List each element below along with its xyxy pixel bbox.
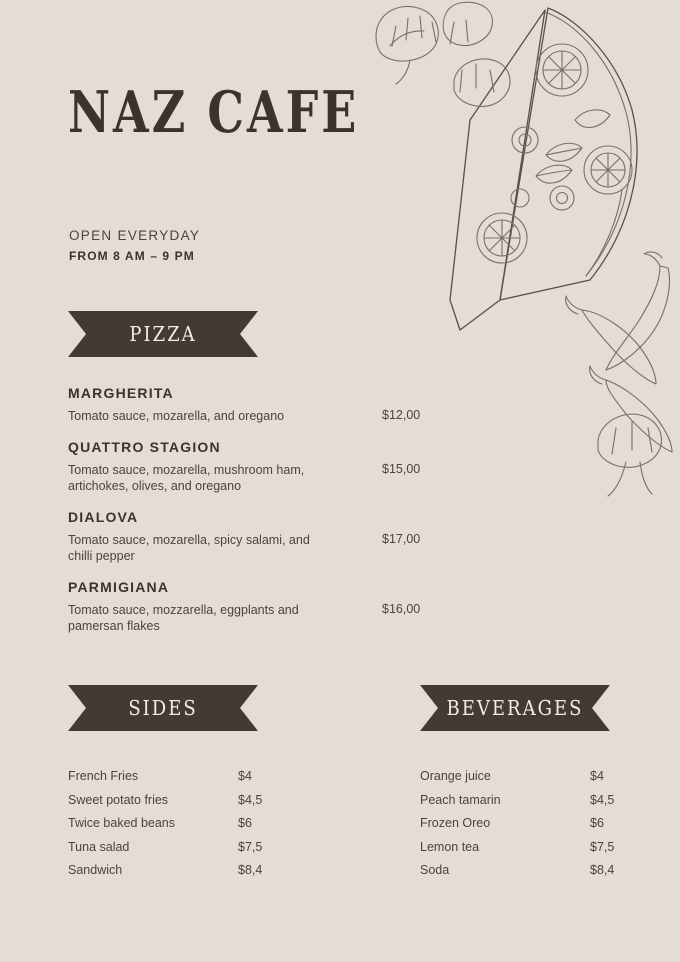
menu-item-price: $12,00 xyxy=(382,408,421,422)
list-item xyxy=(420,769,680,783)
section-title-beverages: BEVERAGES xyxy=(446,695,584,721)
list-item-price: $4 xyxy=(590,769,604,783)
opening-hours-days: OPEN EVERYDAY xyxy=(69,228,201,243)
list-item xyxy=(420,840,680,854)
list-item-price: $6 xyxy=(590,816,604,830)
menu-item-description: Tomato sauce, mozarella, and oregano xyxy=(68,409,285,423)
section-banner-pizza xyxy=(68,311,258,357)
list-item-price: $6 xyxy=(238,816,252,830)
menu-item-name: QUATTRO STAGION xyxy=(68,438,221,455)
list-item xyxy=(68,816,348,830)
section-banner-beverages xyxy=(420,685,610,731)
list-item xyxy=(420,793,680,807)
list-item xyxy=(68,769,348,783)
menu-item-price: $15,00 xyxy=(382,461,421,476)
page-title: NAZ CAFE xyxy=(68,78,360,146)
list-item-price: $7,5 xyxy=(238,839,263,854)
list-item xyxy=(420,816,680,830)
pizza-menu-list xyxy=(68,385,428,649)
menu-item-name: DIALOVA xyxy=(68,508,139,525)
menu-item-price: $17,00 xyxy=(382,531,421,546)
section-title-pizza: PIZZA xyxy=(129,321,197,347)
sides-list xyxy=(68,769,348,887)
section-title-sides: SIDES xyxy=(128,695,198,721)
menu-item-description: Tomato sauce, mozzarella, eggplants and pamersan flakes xyxy=(68,602,299,633)
list-item-name: Sandwich xyxy=(68,863,123,877)
menu-item-name: PARMIGIANA xyxy=(68,578,170,595)
list-item-name: French Fries xyxy=(68,769,139,783)
menu-item xyxy=(68,385,428,425)
menu-item xyxy=(68,579,428,635)
list-item-name: Peach tamarin xyxy=(420,792,501,807)
list-item-price: $8,4 xyxy=(238,863,263,877)
list-item xyxy=(68,863,348,877)
menu-item xyxy=(68,509,428,565)
list-item-name: Soda xyxy=(420,863,450,877)
list-item xyxy=(68,793,348,807)
list-item-name: Lemon tea xyxy=(420,839,480,854)
menu-item-price: $16,00 xyxy=(382,601,421,616)
list-item-name: Twice baked beans xyxy=(68,816,176,830)
section-banner-sides xyxy=(68,685,258,731)
list-item-price: $7,5 xyxy=(590,839,615,854)
list-item-name: Tuna salad xyxy=(68,839,130,854)
menu-item-description: Tomato sauce, mozarella, mushroom ham, artichokes, olives, and oregano xyxy=(68,462,305,493)
list-item-price: $8,4 xyxy=(590,863,615,877)
list-item-price: $4 xyxy=(238,769,252,783)
list-item xyxy=(68,840,348,854)
list-item xyxy=(420,863,680,877)
list-item-price: $4,5 xyxy=(590,792,615,807)
beverages-list xyxy=(420,769,680,887)
list-item-price: $4,5 xyxy=(238,792,263,807)
menu-item-name: MARGHERITA xyxy=(68,385,174,401)
list-item-name: Orange juice xyxy=(420,769,491,783)
list-item-name: Frozen Oreo xyxy=(420,816,491,830)
menu-item xyxy=(68,439,428,495)
opening-hours xyxy=(69,228,200,263)
opening-hours-time: FROM 8 AM – 9 PM xyxy=(69,249,195,263)
menu-item-description: Tomato sauce, mozarella, spicy salami, and chilli pepper xyxy=(68,532,310,563)
list-item-name: Sweet potato fries xyxy=(68,792,169,807)
